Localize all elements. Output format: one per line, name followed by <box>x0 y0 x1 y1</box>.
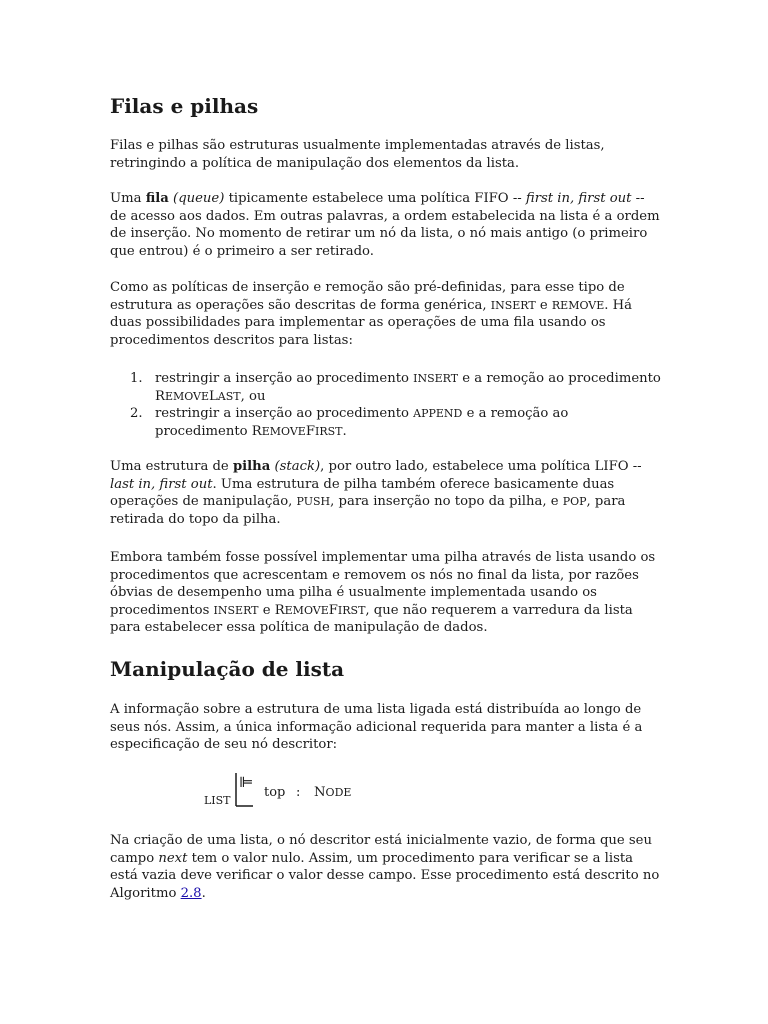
op-cap: R <box>274 602 285 618</box>
paragraph-implementacao-pilha <box>110 549 662 637</box>
term-next: next <box>158 850 188 866</box>
op-small: EMOVE <box>164 389 210 403</box>
paragraph-operacoes <box>110 279 662 349</box>
algorithm-link[interactable]: 2.8 <box>180 885 202 901</box>
text-run: tipicamente estabelece uma política FIFO -- <box>224 191 526 206</box>
op-cap: L <box>209 388 218 404</box>
list-number: 1. <box>130 371 143 386</box>
op-cap: R <box>155 388 165 404</box>
op-append: APPEND <box>413 407 463 420</box>
section-title-manipulacao-de-lista: Manipulação de lista <box>110 657 345 681</box>
op-small: EMOVE <box>261 424 306 438</box>
text-run: , que não requerem a varredura da lista para estabelecer essa política de manipulação de dados. <box>110 602 633 635</box>
paragraph-no-descritor: A informação sobre a estrutura de uma lista ligada está distribuída ao longo de seus nós. Assim, a única informação adicional requerida para manter a lista é a especificação de seu nó descritor: <box>110 702 643 752</box>
text-run: restringir a inserção ao procedimento <box>155 406 414 421</box>
op-small: IRST <box>337 603 366 617</box>
paragraph-pilha <box>110 458 662 528</box>
list-number: 2. <box>130 406 143 421</box>
text-run: restringir a inserção ao procedimento <box>155 371 414 386</box>
text-run: , para inserção no topo da pilha, e <box>330 494 563 509</box>
text-run: Embora também fosse possível implementar uma pilha através de lista usando os procedimentos que acrescentam e removem os nós no final da lista, por razões óbvias de desempenho uma pilha é usualmente implementada usando os procedimentos <box>110 550 656 618</box>
turnstile-symbol: ⊫ <box>239 775 254 791</box>
text-run: . Há duas possibilidades para implementar as operações de uma fila usando os procedimentos descritos para listas: <box>110 297 633 348</box>
formula-type-node <box>314 785 351 800</box>
term-queue: (queue) <box>173 191 225 206</box>
text-run: e <box>535 297 552 313</box>
op-removefirst <box>275 603 366 618</box>
paragraph-fila <box>110 190 662 260</box>
paragraph-criacao-lista <box>110 832 662 902</box>
text-run: , para retirada do topo da pilha. <box>110 494 626 527</box>
text-run: -- de acesso aos dados. Em outras palavras, a ordem estabelecida na lista é a ordem de inserção. No momento de retirar um nó da lista, o nó mais antigo (o primeiro que entrou) é o primeiro a ser retirado. <box>110 191 660 259</box>
section-title-filas-e-pilhas: Filas e pilhas <box>110 94 259 118</box>
text-run: Uma <box>110 191 146 206</box>
term-lifo-expansion: last in, first out <box>110 476 213 492</box>
op-cap: R <box>251 423 262 439</box>
op-cap: F <box>328 602 338 618</box>
list-item <box>110 405 662 440</box>
op-removefirst <box>252 424 343 439</box>
op-pop: POP <box>562 495 587 508</box>
text-run: , por outro lado, estabelece uma política LIFO -- <box>320 459 642 474</box>
text-run: Como as políticas de inserção e remoção são pré-definidas, para esse tipo de estrutura as operações são descritas de forma genérica, <box>110 280 625 313</box>
formula-field-top: top <box>264 785 286 800</box>
formula-colon: : <box>296 785 301 800</box>
text-run: . <box>201 885 206 901</box>
op-cap: F <box>305 423 315 439</box>
text-run: . <box>342 423 347 439</box>
text-run: e a remoção ao procedimento <box>155 406 569 439</box>
text-run: tem o valor nulo. Assim, um procedimento para verificar se a lista está vazia deve verificar o valor desse campo. Esse procedimento está descrito no Algoritmo <box>110 850 660 901</box>
op-remove: REMOVE <box>551 298 605 312</box>
text-run: e a remoção ao procedimento <box>458 371 661 386</box>
text-run: Uma estrutura de <box>110 459 233 474</box>
op-push: PUSH <box>296 495 331 508</box>
term-fila: fila <box>145 191 169 206</box>
formula-list-name: LIST <box>204 794 231 807</box>
type-small: ODE <box>325 786 352 799</box>
text-run: , ou <box>240 388 266 404</box>
term-stack: (stack) <box>274 459 321 474</box>
term-pilha: pilha <box>232 459 271 474</box>
list-descriptor-formula <box>204 771 404 811</box>
text-run: . Uma estrutura de pilha também oferece basicamente duas operações de manipulação, <box>110 476 615 509</box>
op-insert: INSERT <box>490 298 536 312</box>
list-item <box>110 370 662 405</box>
text-run: Na criação de uma lista, o nó descritor está inicialmente vazio, de forma que seu campo <box>110 833 652 866</box>
op-small: IRST <box>314 424 343 438</box>
op-small: EMOVE <box>284 603 329 617</box>
op-small: AST <box>217 389 241 403</box>
op-removelast <box>155 389 241 404</box>
op-insert: INSERT <box>413 372 459 385</box>
op-insert: INSERT <box>213 603 259 617</box>
paragraph-intro: Filas e pilhas são estruturas usualmente implementadas através de listas, retringindo a política de manipulação dos elementos da lista. <box>110 138 605 171</box>
text-run: e <box>258 602 275 618</box>
term-fifo-expansion: first in, first out <box>525 191 632 206</box>
ordered-list <box>110 370 662 440</box>
type-cap: N <box>314 785 326 800</box>
